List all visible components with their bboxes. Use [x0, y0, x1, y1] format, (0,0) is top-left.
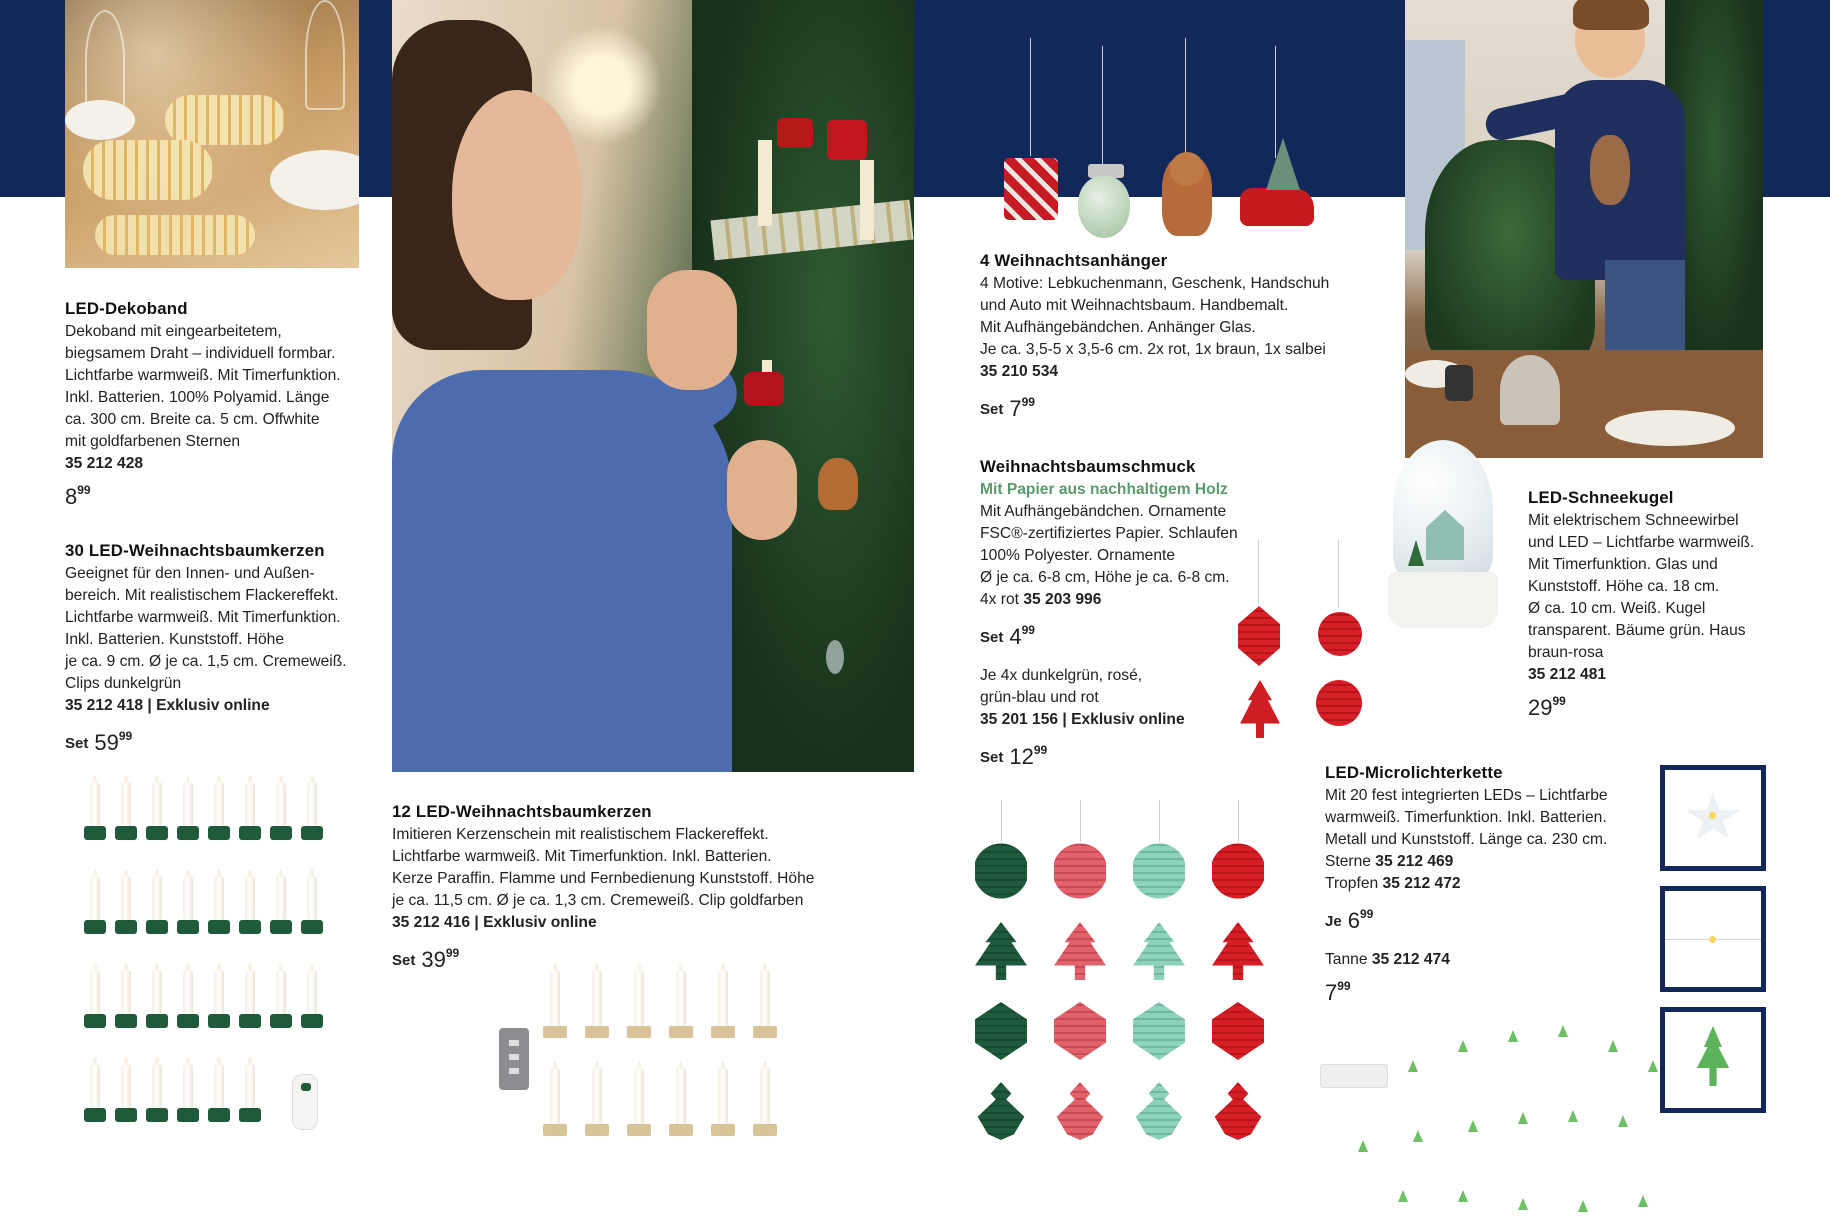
description-line: ca. 300 cm. Breite ca. 5 cm. Offwhite — [65, 411, 320, 428]
price — [980, 739, 1280, 771]
candle-clip — [84, 1014, 106, 1028]
candle-clip — [753, 1026, 777, 1038]
microlights-drop-thumbnail — [1660, 886, 1766, 992]
product-subtitle: Mit Papier aus nachhaltigem Holz — [980, 481, 1228, 498]
product-title: LED-Microlichterkette — [1325, 763, 1503, 782]
price-main: 8 — [65, 484, 78, 509]
description-line: Mit Aufhängebändchen. Ornamente — [980, 503, 1227, 520]
product-weihnachtsanhaenger — [980, 250, 1360, 423]
candle-clip — [115, 1014, 137, 1028]
candle-item — [183, 970, 193, 1014]
product-weihnachtsbaumschmuck — [980, 456, 1280, 771]
price-cents: 99 — [77, 483, 91, 497]
ornament-thread — [1159, 800, 1160, 842]
candle-clip — [84, 826, 106, 840]
candle-item — [245, 782, 255, 826]
article-line — [65, 695, 385, 717]
candle-item — [152, 876, 162, 920]
chain-led — [1408, 1060, 1418, 1072]
exclusive-online-note: | Exklusiv online — [147, 697, 270, 714]
candle-clip — [146, 826, 168, 840]
microlights-star-thumbnail — [1660, 765, 1766, 871]
description-line: Geeignet für den Innen- und Außen- — [65, 565, 315, 582]
candle-item — [634, 1068, 644, 1124]
description-line: Ø ca. 10 cm. Weiß. Kugel — [1528, 600, 1706, 617]
paper-ornament — [1133, 1082, 1185, 1140]
price-prefix: Set — [980, 749, 1004, 766]
candle-clip — [115, 920, 137, 934]
description-line: Mit Timerfunktion. Glas und — [1528, 556, 1718, 573]
chain-led — [1648, 1060, 1658, 1072]
chain-led — [1358, 1140, 1368, 1152]
chain-led — [1398, 1190, 1408, 1202]
price-main: 7 — [1009, 396, 1022, 421]
product-led-schneekugel — [1528, 487, 1788, 722]
description-line: Je ca. 3,5-5 x 3,5-6 cm. 2x rot, 1x braun, 1x salbei — [980, 341, 1326, 358]
candle-clip — [543, 1124, 567, 1136]
price-main: 6 — [1347, 908, 1360, 933]
candle-clip — [146, 1108, 168, 1122]
description-line: Imitieren Kerzenschein mit realistischem Flackereffekt. — [392, 826, 769, 843]
price-prefix: Set — [65, 735, 89, 752]
article-number: 35 212 469 — [1375, 853, 1454, 870]
candle-clip — [146, 1014, 168, 1028]
description-line: je ca. 9 cm. Ø je ca. 1,5 cm. Cremeweiß. — [65, 653, 347, 670]
candle-clip — [627, 1026, 651, 1038]
remote-control-icon — [499, 1028, 529, 1090]
chain-led — [1518, 1112, 1528, 1124]
candle-item — [307, 782, 317, 826]
variant-label: Sterne — [1325, 853, 1371, 870]
product-title: 4 Weihnachtsanhänger — [980, 251, 1168, 270]
candle-clip — [585, 1026, 609, 1038]
price-prefix: Set — [392, 952, 416, 969]
candle-item — [718, 970, 728, 1026]
paper-ornament — [975, 922, 1027, 980]
chain-led — [1568, 1110, 1578, 1122]
candle-clip — [84, 1108, 106, 1122]
price — [1325, 975, 1645, 1007]
candle-clip — [270, 1014, 292, 1028]
candle-clip — [239, 1014, 261, 1028]
price-main: 29 — [1528, 695, 1553, 720]
chain-led — [1638, 1195, 1648, 1207]
paper-ornament — [1133, 1002, 1185, 1060]
chain-led — [1618, 1115, 1628, 1127]
candles-30-illustration — [80, 770, 360, 1140]
candle-item — [307, 876, 317, 920]
price — [65, 479, 375, 511]
article-line — [392, 912, 852, 934]
article-number: 35 201 156 — [980, 711, 1059, 728]
article-number: 35 203 996 — [1023, 591, 1102, 608]
description-line: Dekoband mit eingearbeitetem, — [65, 323, 282, 340]
price-main: 7 — [1325, 980, 1338, 1005]
dekoband-photo — [65, 0, 359, 268]
price — [1325, 903, 1645, 935]
chain-led — [1518, 1198, 1528, 1210]
price-cents: 99 — [1337, 979, 1351, 993]
candle-clip — [177, 826, 199, 840]
ornaments-hanging-illustration — [990, 20, 1320, 220]
candle-item — [307, 970, 317, 1014]
candle-item — [214, 970, 224, 1014]
ornament-thread — [1238, 800, 1239, 842]
candle-clip — [177, 1014, 199, 1028]
description-line: Mit elektrischem Schneewirbel — [1528, 512, 1739, 529]
description-line: und Auto mit Weihnachtsbaum. Handbemalt. — [980, 297, 1289, 314]
candle-clip — [711, 1124, 735, 1136]
price-main: 39 — [421, 947, 446, 972]
candle-item — [550, 970, 560, 1026]
candle-clip — [208, 1014, 230, 1028]
paper-ornament — [1212, 1082, 1264, 1140]
variant-line — [1325, 851, 1645, 873]
article-line — [980, 709, 1280, 731]
price-cents: 99 — [118, 729, 133, 743]
article-number: 35 212 428 — [65, 455, 144, 472]
candle-clip — [270, 826, 292, 840]
product-title: 30 LED-Weihnachtsbaumkerzen — [65, 541, 325, 560]
candle-clip — [669, 1124, 693, 1136]
remote-control-icon — [292, 1074, 318, 1130]
product-title: Weihnachtsbaumschmuck — [980, 457, 1196, 476]
paper-ornament — [1054, 1082, 1106, 1140]
product-30-led-kerzen — [65, 540, 385, 757]
ornament-thread — [1080, 800, 1081, 842]
article-number: 35 212 481 — [1528, 666, 1607, 683]
candle-item — [245, 1064, 255, 1108]
candle-clip — [146, 920, 168, 934]
paper-ornament — [975, 1002, 1027, 1060]
description-line: Lichtfarbe warmweiß. Mit Timerfunktion. — [65, 367, 341, 384]
candle-clip — [301, 1014, 323, 1028]
price — [392, 942, 852, 974]
candle-item — [152, 1064, 162, 1108]
price-prefix: Set — [980, 629, 1004, 646]
candle-item — [121, 876, 131, 920]
variant-label: Tanne — [1325, 951, 1368, 968]
boy-snowglobe-photo — [1405, 0, 1763, 458]
candle-item — [90, 1064, 100, 1108]
candle-clip — [270, 920, 292, 934]
candle-item — [550, 1068, 560, 1124]
candle-item — [90, 782, 100, 826]
candle-item — [214, 1064, 224, 1108]
description-line: FSC®-zertifiziertes Papier. Schlaufen — [980, 525, 1238, 542]
paper-ornament — [1212, 842, 1264, 900]
variant-label: 4x rot — [980, 591, 1019, 608]
price — [980, 391, 1360, 423]
price — [1528, 690, 1788, 722]
article-number: 35 212 418 — [65, 697, 144, 714]
candle-item — [760, 1068, 770, 1124]
candle-item — [676, 970, 686, 1026]
price-cents: 99 — [445, 946, 460, 960]
candle-item — [245, 876, 255, 920]
candle-item — [592, 970, 602, 1026]
chain-led — [1413, 1130, 1423, 1142]
chain-led — [1458, 1190, 1468, 1202]
candle-clip — [301, 826, 323, 840]
description-line: Mit 20 fest integrierten LEDs – Lichtfarbe — [1325, 787, 1608, 804]
candle-clip — [239, 920, 261, 934]
candle-item — [90, 970, 100, 1014]
product-led-dekoband — [65, 298, 375, 511]
description-line: Lichtfarbe warmweiß. Mit Timerfunktion. Inkl. Batterien. — [392, 848, 772, 865]
description-line: warmweiß. Timerfunktion. Inkl. Batterien. — [1325, 809, 1607, 826]
price-main: 4 — [1009, 624, 1022, 649]
product-title: LED-Dekoband — [65, 299, 188, 318]
candle-item — [276, 970, 286, 1014]
candle-clip — [115, 1108, 137, 1122]
chain-led — [1578, 1200, 1588, 1212]
price-cents: 99 — [1359, 907, 1374, 921]
chain-led — [1468, 1120, 1478, 1132]
candle-item — [90, 876, 100, 920]
candle-item — [718, 1068, 728, 1124]
candle-item — [676, 1068, 686, 1124]
description-line: mit goldfarbenen Sternen — [65, 433, 241, 450]
chain-led — [1608, 1040, 1618, 1052]
article-number: 35 212 474 — [1371, 951, 1450, 968]
article-number: 35 212 472 — [1382, 875, 1461, 892]
description-line: Ø je ca. 6-8 cm, Höhe je ca. 6-8 cm. — [980, 569, 1230, 586]
price-cents: 99 — [1021, 395, 1035, 409]
candle-item — [760, 970, 770, 1026]
product-12-led-kerzen — [392, 801, 852, 974]
product-title: 12 LED-Weihnachtsbaumkerzen — [392, 802, 652, 821]
candle-item — [152, 782, 162, 826]
snowglobe-illustration — [1388, 440, 1498, 630]
description-line: Je 4x dunkelgrün, rosé, — [980, 667, 1143, 684]
candles-12-illustration — [540, 960, 800, 1160]
candle-clip — [543, 1026, 567, 1038]
description-line: braun-rosa — [1528, 644, 1604, 661]
price — [65, 725, 385, 757]
microlights-chain-illustration — [1318, 1020, 1688, 1220]
variant-label: Tropfen — [1325, 875, 1379, 892]
candle-item — [183, 1064, 193, 1108]
price-main: 59 — [94, 730, 119, 755]
chain-led — [1558, 1025, 1568, 1037]
description-line: transparent. Bäume grün. Haus — [1528, 622, 1746, 639]
chain-led — [1458, 1040, 1468, 1052]
price-prefix: Je — [1325, 913, 1342, 930]
paper-ornament — [1212, 1002, 1264, 1060]
product-title: LED-Schneekugel — [1528, 488, 1674, 507]
candle-clip — [753, 1124, 777, 1136]
variant-line — [1325, 949, 1645, 971]
description-line: biegsamem Draht – individuell formbar. — [65, 345, 336, 362]
candle-clip — [115, 826, 137, 840]
ornament-thread — [1001, 800, 1002, 842]
description-line: bereich. Mit realistischem Flackereffekt. — [65, 587, 339, 604]
candle-clip — [711, 1026, 735, 1038]
paper-ornaments-grid — [975, 800, 1285, 1180]
price-cents: 99 — [1033, 743, 1048, 757]
description-line: Kerze Paraffin. Flamme und Fernbedienung Kunststoff. Höhe — [392, 870, 815, 887]
paper-ornament — [1212, 922, 1264, 980]
description-line: Inkl. Batterien. Kunststoff. Höhe — [65, 631, 285, 648]
price-main: 12 — [1009, 744, 1034, 769]
paper-ornament — [1133, 842, 1185, 900]
candle-clip — [585, 1124, 609, 1136]
woman-tree-photo — [392, 0, 914, 772]
paper-ornament — [975, 1082, 1027, 1140]
description-line: Lichtfarbe warmweiß. Mit Timerfunktion. — [65, 609, 341, 626]
price-cents: 99 — [1021, 623, 1035, 637]
price-prefix: Set — [980, 401, 1004, 418]
candle-clip — [208, 920, 230, 934]
paper-ornament — [1133, 922, 1185, 980]
candle-clip — [627, 1124, 651, 1136]
product-led-microlichterkette — [1325, 762, 1645, 1007]
candle-item — [245, 970, 255, 1014]
candle-clip — [239, 826, 261, 840]
price — [980, 619, 1280, 651]
candle-item — [276, 782, 286, 826]
candle-clip — [301, 920, 323, 934]
price-cents: 99 — [1552, 694, 1566, 708]
candle-item — [183, 876, 193, 920]
variant-line — [1325, 873, 1645, 895]
description-line: je ca. 11,5 cm. Ø je ca. 1,3 cm. Cremeweiß. Clip goldfarben — [392, 892, 804, 909]
description-line: Mit Aufhängebändchen. Anhänger Glas. — [980, 319, 1256, 336]
candle-clip — [177, 1108, 199, 1122]
candle-item — [214, 782, 224, 826]
candle-item — [634, 970, 644, 1026]
candle-clip — [239, 1108, 261, 1122]
candle-item — [183, 782, 193, 826]
candle-item — [214, 876, 224, 920]
exclusive-online-note: | Exklusiv online — [1062, 711, 1185, 728]
paper-ornament — [975, 842, 1027, 900]
candle-item — [121, 1064, 131, 1108]
candle-clip — [208, 1108, 230, 1122]
description-line: grün-blau und rot — [980, 689, 1099, 706]
article-number: 35 212 416 — [392, 914, 471, 931]
paper-ornament — [1054, 1002, 1106, 1060]
description-line: Clips dunkelgrün — [65, 675, 182, 692]
description-line: und LED – Lichtfarbe warmweiß. — [1528, 534, 1755, 551]
candle-item — [121, 782, 131, 826]
description-line: Kunststoff. Höhe ca. 18 cm. — [1528, 578, 1720, 595]
candle-item — [592, 1068, 602, 1124]
candle-clip — [669, 1026, 693, 1038]
variant-line — [980, 589, 1280, 611]
article-number: 35 210 534 — [980, 363, 1059, 380]
candle-item — [276, 876, 286, 920]
description-line: Metall und Kunststoff. Länge ca. 230 cm. — [1325, 831, 1608, 848]
candle-item — [152, 970, 162, 1014]
description-line: Inkl. Batterien. 100% Polyamid. Länge — [65, 389, 330, 406]
chain-led — [1508, 1030, 1518, 1042]
description-line: 100% Polyester. Ornamente — [980, 547, 1176, 564]
description-line: 4 Motive: Lebkuchenmann, Geschenk, Handschuh — [980, 275, 1330, 292]
candle-item — [121, 970, 131, 1014]
candle-clip — [84, 920, 106, 934]
paper-ornament — [1054, 842, 1106, 900]
candle-clip — [208, 826, 230, 840]
candle-clip — [177, 920, 199, 934]
exclusive-online-note: | Exklusiv online — [474, 914, 597, 931]
paper-ornament — [1054, 922, 1106, 980]
